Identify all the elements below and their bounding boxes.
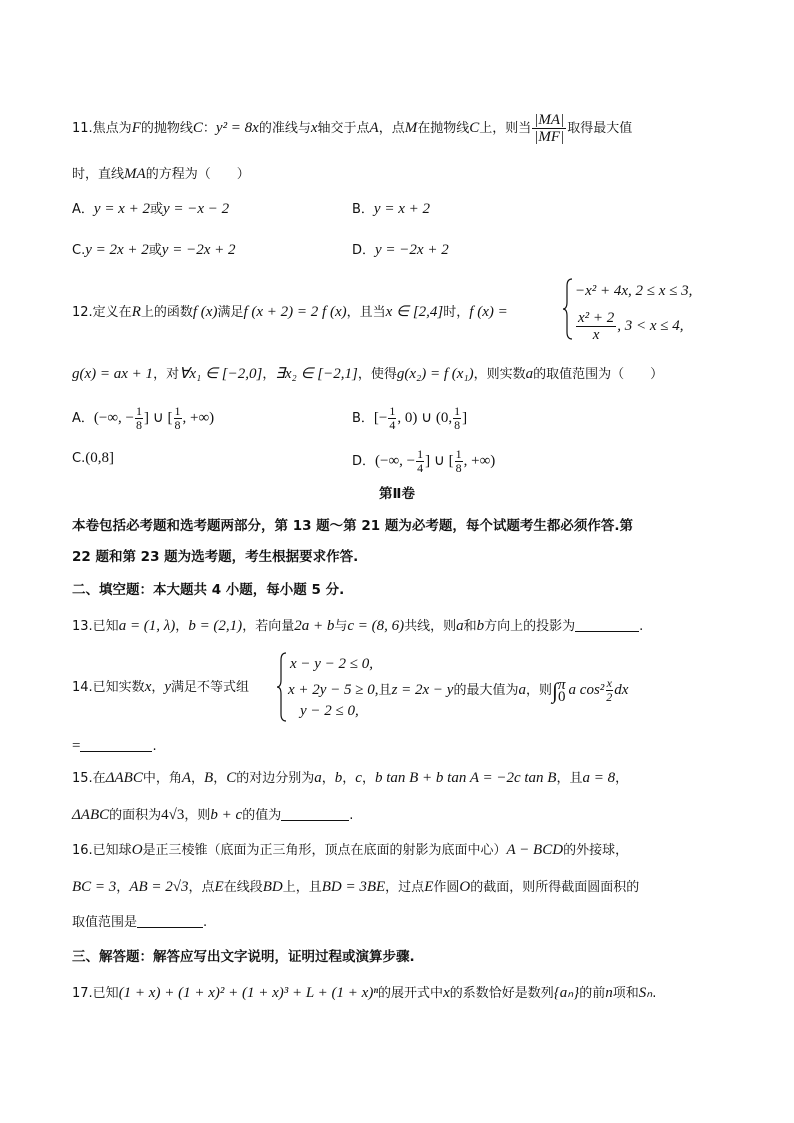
q13-vc: c = (8, 6): [347, 618, 405, 634]
q12-optB-b: , 0) ∪ (0,: [397, 410, 453, 426]
q12-optD-f2: [455, 448, 463, 475]
q11-text-b: 的抛物线: [140, 121, 193, 136]
q15-tri: ΔABC: [105, 770, 143, 786]
q11-optB-label: B．: [352, 202, 374, 217]
q11-M: M: [404, 120, 418, 136]
q15-s6: ，: [615, 771, 629, 786]
q11-fraction: [532, 112, 566, 145]
q14-answer-line: [72, 736, 157, 757]
q17-e: 项和: [612, 986, 639, 1001]
q12-optD-f1: [416, 448, 424, 475]
q12-brace: [563, 278, 573, 340]
q11-optA-label: A．: [72, 202, 94, 217]
q13-g: 方向上的投影为: [484, 619, 576, 634]
q12-case1-text: −x² + 4x, 2 ≤ x ≤ 3,: [575, 283, 693, 299]
q16-answer-blank[interactable]: [137, 913, 203, 928]
q15-s2: ，: [213, 771, 227, 786]
q11-x: x: [310, 120, 318, 136]
q11-text-g: 上，则当: [479, 121, 532, 136]
q12-case2-frac: [576, 310, 616, 343]
q12-text-e: 时，: [443, 305, 470, 320]
q14-z: z = 2x − y: [391, 682, 454, 698]
q17-line: [72, 983, 656, 1004]
q11-text-c: 的准线与: [258, 121, 311, 136]
q11-frac-num: |MA|: [534, 112, 565, 128]
q12-optD-f1d: 4: [417, 461, 424, 475]
q13-e: 共线，则: [404, 619, 457, 634]
q16-O2: O: [459, 879, 471, 895]
q12-text-a: 12.定义在: [72, 305, 132, 320]
q11-line2: [72, 164, 250, 185]
q12-optD-f2n: 1: [455, 447, 462, 461]
q14-c3: y − 2 ≤ 0,: [300, 703, 359, 719]
q14-answer-blank[interactable]: [80, 737, 152, 752]
q15-cond: b tan B + b tan A = −2c tan B: [374, 770, 557, 786]
q11-option-b: [352, 199, 430, 220]
q12-a: a: [525, 366, 534, 382]
q15-a8: a = 8: [582, 770, 616, 786]
q17-seq: {aₙ}: [553, 985, 580, 1001]
q11-text-a: 11.焦点为: [72, 121, 132, 136]
q15-f: ，则: [184, 808, 211, 823]
q14-limits: [558, 676, 566, 705]
q16-e: 在线段: [223, 880, 263, 895]
q12-case1: [575, 281, 692, 301]
q16-j: 取值范围是: [72, 915, 138, 930]
q12-optC-label: C.: [72, 451, 86, 466]
q14-frac: [605, 677, 613, 704]
q14-fd: 2: [606, 690, 613, 704]
q14-c1: x − y − 2 ≤ 0,: [290, 656, 374, 672]
q12-R: R: [131, 304, 141, 320]
q14-a: 14.已知实数: [72, 680, 145, 695]
q12-optA-f1: [135, 405, 143, 432]
section-title: 第Ⅱ卷: [379, 486, 415, 502]
q12-optA-a: (−∞, −: [93, 410, 135, 426]
q16-bc: BC = 3: [72, 879, 117, 895]
q14-b: 满足不等式组: [171, 680, 250, 695]
q12-optD-f1n: 1: [417, 447, 424, 461]
q12-optB-f1: [388, 405, 396, 432]
q14-c2c: 的最大值为: [453, 683, 519, 698]
q16-line1: [72, 840, 628, 861]
q16-c: 的外接球，: [563, 843, 629, 858]
q12-line2-e: 的取值范围为（ ）: [533, 367, 664, 382]
q12-optD-label: D．: [352, 454, 376, 469]
q16-ab: AB = 2√3: [129, 879, 189, 895]
q11-text-h: 取得最大值: [567, 121, 633, 136]
q12-case2-den: x: [592, 327, 600, 343]
q14-lead: [72, 677, 249, 698]
q12-optA-f2: [174, 405, 182, 432]
q14-sep: ，: [151, 680, 165, 695]
q15-a: 15.在: [72, 771, 106, 786]
q14-c2: x + 2y − 5 ≥ 0,: [288, 682, 379, 698]
q12-optA-b: ] ∪ [: [144, 410, 173, 426]
q16-line2: [72, 877, 639, 898]
q13-end: .: [639, 619, 644, 634]
q12-text-c: 满足: [217, 305, 244, 320]
q12-line2: [72, 364, 663, 385]
q14-c2b: 且: [378, 683, 392, 698]
q11-line2-a: 时，直线: [72, 167, 125, 182]
q15-s3: ，: [321, 771, 335, 786]
q12-optD-a: (−∞, −: [375, 453, 416, 469]
q14-eq: =: [72, 738, 81, 754]
q15-b: 中，角: [142, 771, 182, 786]
section-intro-1: 本卷包括必考题和选考题两部分，第 13 题～第 21 题为必考题，每个试题考生都必须作答.第: [72, 518, 634, 534]
q11-frac-den: |MF|: [534, 129, 565, 145]
q11-text-d: 轴交于点: [317, 121, 370, 136]
q15-A: A: [181, 770, 192, 786]
q13-b: ，: [175, 619, 189, 634]
q11-optC-1: y = 2x + 2: [85, 242, 149, 258]
q15-d: ，且: [556, 771, 583, 786]
q17-b: 的展开式中: [378, 986, 444, 1001]
q13-a: 13.已知: [72, 619, 119, 634]
q15-answer-blank[interactable]: [281, 806, 349, 821]
q12-forall: ∀x₁ ∈ [−2,0]: [179, 366, 263, 382]
q15-s5: ，: [361, 771, 375, 786]
q12-optB-f2d: 8: [454, 418, 461, 432]
q11-F: F: [131, 120, 141, 136]
q12-option-c: [72, 448, 114, 469]
q11-A: A: [369, 120, 379, 136]
q14-avar: a: [518, 682, 526, 698]
q13-vb: b = (2,1): [188, 618, 243, 634]
q15-end: .: [349, 808, 354, 823]
q17-d: 的前: [579, 986, 606, 1001]
q11-C2: C: [469, 120, 480, 136]
q13-line: [72, 616, 643, 637]
q11-optC-2: y = −2x + 2: [161, 242, 236, 258]
q12-case2-tail: , 3 < x ≤ 4,: [617, 318, 684, 334]
q12-option-b: [352, 405, 467, 432]
q16-b: 是正三棱锥（底面为正三角形，顶点在底面的射影为底面中心）: [142, 843, 507, 858]
q11-option-a: [72, 199, 229, 220]
q16-d: ，点: [188, 880, 215, 895]
q12-option-d: [352, 448, 495, 475]
q11-optA-2: y = −x − 2: [162, 201, 230, 217]
q12-optB-f2: [453, 405, 461, 432]
q16-rel: BD = 3BE: [321, 879, 386, 895]
q12-optA-f1n: 1: [136, 404, 143, 418]
q11-optA-or: 或: [149, 202, 163, 217]
q12-case2-num: x² + 2: [578, 310, 615, 326]
section-intro-2: 22 题和第 23 题为选考题，考生根据要求作答.: [72, 549, 359, 565]
q12-optB-f2n: 1: [454, 404, 461, 418]
q13-answer-blank[interactable]: [575, 617, 639, 632]
q11-optC-label: C.: [72, 243, 86, 258]
q12-line2-c: ，使得: [357, 367, 397, 382]
q12-line2-d: ，则实数: [473, 367, 526, 382]
q11-line1: [72, 112, 632, 145]
q15-lc: c: [355, 770, 362, 786]
q16-tet: A − BCD: [506, 842, 564, 858]
q12-optD-c: , +∞): [463, 453, 496, 469]
q13-va: a = (1, λ): [118, 618, 176, 634]
q15-area: 4√3: [161, 807, 185, 823]
q12-optA-label: A．: [72, 411, 94, 426]
q11-line2-b: 的方程为（ ）: [145, 167, 250, 182]
q15-tri2: ΔABC: [72, 807, 110, 823]
q13-c: ，若向量: [242, 619, 295, 634]
q12-optA-f2d: 8: [174, 418, 181, 432]
q12-gx: g(x) = ax + 1: [72, 366, 154, 382]
q12-fx: f (x): [192, 304, 218, 320]
q12-optB-c: ]: [462, 410, 468, 426]
q12-case2: [575, 310, 684, 343]
q12-optD-b: ] ∪ [: [425, 453, 454, 469]
q12-optA-f1d: 8: [136, 418, 143, 432]
q14-end: .: [152, 739, 157, 754]
q12-optD-f2d: 8: [455, 461, 462, 475]
q11-optD-label: D．: [352, 243, 376, 258]
q15-line1: [72, 768, 628, 789]
q14-constraint-1: [290, 654, 373, 674]
q14-upper: π: [558, 676, 566, 693]
q11-C: C: [192, 120, 203, 136]
q14-dx: dx: [614, 682, 629, 698]
q14-brace: [277, 652, 287, 722]
q15-B: B: [204, 770, 214, 786]
q14-fn: x: [606, 676, 612, 690]
q12-text-d: ，且当: [346, 305, 386, 320]
q12-optB-f1n: 1: [389, 404, 396, 418]
q17-c: 的系数恰好是数列: [449, 986, 554, 1001]
q12-cond: f (x + 2) = 2 f (x): [243, 304, 347, 320]
q16-h: 作圆: [433, 880, 460, 895]
q16-E2: E: [424, 879, 434, 895]
q12-fdef: f (x) =: [469, 304, 508, 320]
q16-E: E: [214, 879, 224, 895]
q11-option-d: [352, 240, 449, 261]
q12-line1: [72, 302, 508, 323]
q17-x: x: [443, 985, 450, 1001]
q12-optA-f2n: 1: [174, 404, 181, 418]
q14-c2d: ，则: [525, 683, 552, 698]
q16-line3: [72, 912, 207, 933]
q14-y: y: [164, 679, 172, 695]
q16-f: 上，且: [282, 880, 322, 895]
q13-b2: b: [476, 618, 485, 634]
q15-s1: ，: [191, 771, 205, 786]
q16-g: ，过点: [385, 880, 425, 895]
q15-c: 的对边分别为: [236, 771, 315, 786]
q12-line2-b: ，: [262, 367, 276, 382]
q11-optA-1: y = x + 2: [93, 201, 150, 217]
q11-optD: y = −2x + 2: [375, 242, 449, 258]
part-three-heading: 三、解答题：解答应写出文字说明，证明过程或演算步骤.: [72, 949, 415, 965]
q14-constraint-3: [300, 701, 359, 721]
q12-optA-c: , +∞): [182, 410, 215, 426]
q15-lb: b: [334, 770, 343, 786]
q14-constraint-2: [288, 677, 628, 704]
q17-n: n: [605, 985, 613, 1001]
q12-text-b: 上的函数: [140, 305, 193, 320]
q14-x: x: [144, 679, 152, 695]
q17-expr: (1 + x) + (1 + x)² + (1 + x)³ + L + (1 + x)ⁿ: [118, 985, 379, 1001]
q13-d: 与: [334, 619, 348, 634]
part-two-heading: 二、填空题：本大题共 4 小题，每小题 5 分.: [72, 582, 345, 598]
q14-integral-sign: ∫: [552, 678, 559, 703]
q11-colon: ：: [202, 121, 216, 136]
q15-line2: [72, 805, 353, 826]
q17-Sn: Sₙ: [638, 985, 653, 1001]
q16-end: .: [203, 915, 208, 930]
q15-C: C: [226, 770, 237, 786]
q12-eqn: g(x₂) = f (x₁): [396, 366, 474, 382]
q11-text-e: ，点: [378, 121, 405, 136]
q13-f: 和: [463, 619, 477, 634]
q12-exists: ∃x₂ ∈ [−2,1]: [275, 366, 358, 382]
q11-text-f: 在抛物线: [417, 121, 470, 136]
q12-optB-a: [−: [373, 410, 388, 426]
q15-s4: ，: [342, 771, 356, 786]
q14-lower: 0: [558, 688, 566, 705]
q13-comb: 2a + b: [294, 618, 335, 634]
q15-la: a: [314, 770, 322, 786]
q15-bc: b + c: [210, 807, 243, 823]
q12-optB-f1d: 4: [389, 418, 396, 432]
q14-integrand: a cos²: [568, 682, 605, 698]
q17-a: 17.已知: [72, 986, 119, 1001]
q12-dom: x ∈ [2,4]: [385, 304, 444, 320]
q12-optC: (0,8]: [85, 450, 114, 466]
q13-a2: a: [456, 618, 464, 634]
q16-i: 的截面，则所得截面圆面积的: [470, 880, 640, 895]
q16-BD: BD: [262, 879, 283, 895]
q11-optB: y = x + 2: [373, 201, 430, 217]
q15-e: 的面积为: [109, 808, 162, 823]
q11-eq: y² = 8x: [215, 120, 259, 136]
q11-MA: MA: [124, 166, 146, 182]
q11-option-c: [72, 240, 235, 261]
q16-a: 16.已知球: [72, 843, 132, 858]
q16-s1: ，: [116, 880, 130, 895]
q12-line2-a: ，对: [153, 367, 180, 382]
q17-end: .: [652, 986, 657, 1001]
q11-optC-or: 或: [148, 243, 162, 258]
q15-g: 的值为: [242, 808, 282, 823]
q16-O: O: [131, 842, 143, 858]
q12-option-a: [72, 405, 214, 432]
q12-optB-label: B．: [352, 411, 374, 426]
